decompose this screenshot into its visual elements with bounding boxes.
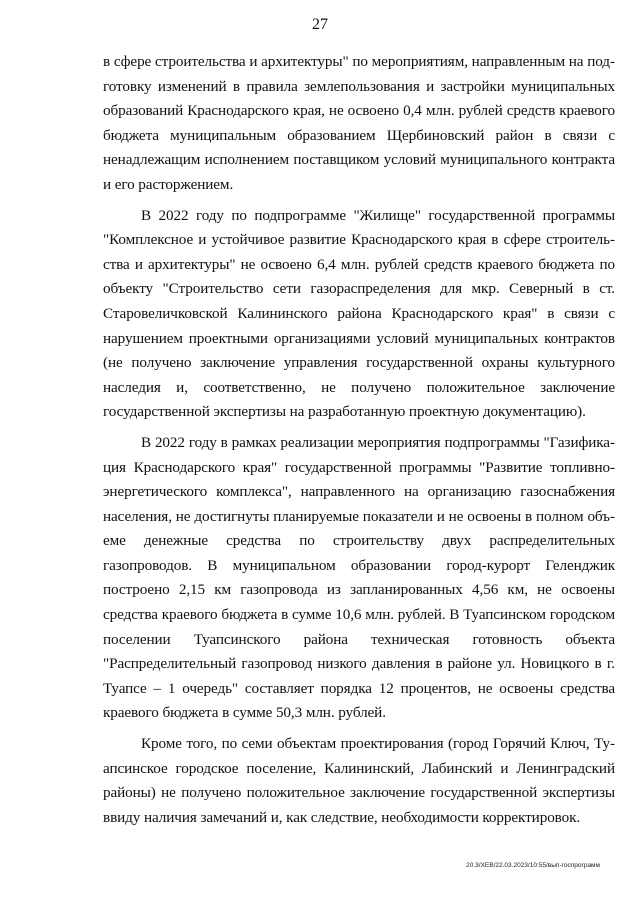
page-number: 27 bbox=[312, 16, 328, 33]
footer-document-code: 20.3/ХЕВ/22.03.2023/10:55/вып-госпрограмм bbox=[466, 862, 600, 869]
paragraph-zhilische: В 2022 году по подпрограмме "Жилище" государственной программы "Комплексное и устойчивое развитие Краснодарского края в сфере строительства и архитектуры" не освоено 6,4 млн. рублей средств краевого бюджета по объекту "Строительство сети газораспределения для мкр. Северный в ст. Старовеличковской Калининского района Краснодарского края" в связи с нарушением проектными организациями условий муниципальных контрактов (не получено заключение управления государственной охраны культурного наследия и, соответственно, не получено положительное заключение государственной экспертизы на разработанную проектную документацию). bbox=[103, 206, 615, 421]
paragraph-design-objects: Кроме того, по семи объектам проектирования (город Горячий Ключ, Туапсинское городское поселение, Калининский, Лабинский и Ленинградский районы) не получено положительное заключение государственной экспертизы ввиду наличия замечаний и, как следствие, необходимости корректировок. bbox=[103, 735, 615, 826]
document-body bbox=[103, 50, 615, 836]
paragraph-continuation: в сфере строительства и архитектуры" по мероприятиям, направленным на подготовку изменений в правила землепользования и застройки муниципальных образований Краснодарского края, не освоено 0,4 млн. рублей средств краевого бюджета муниципальным образованием Щербиновский район в связи с ненадлежащим исполнением поставщиком условий муниципального контракта и его расторжением. bbox=[103, 53, 615, 193]
paragraph-gasification: В 2022 году в рамках реализации мероприятия подпрограммы "Газификация Краснодарского края" государственной программы "Развитие топливно-энергетического комплекса", направленного на организацию газоснабжения населения, не достигнуты планируемые показатели и не освоены в полном объеме денежные средства по строительству двух распределительных газопроводов. В муниципальном образовании город-курорт Геленджик построено 2,15 км газопровода из запланированных 4,56 км, не освоены средства краевого бюджета в сумме 10,6 млн. рублей. В Туапсинском городском поселении Туапсинского района техническая готовность объекта "Распределительный газопровод низкого давления в районе ул. Новицкого в г. Туапсе – 1 очередь" составляет порядка 12 процентов, не освоены средства краевого бюджета в сумме 50,3 млн. рублей. bbox=[103, 433, 615, 722]
